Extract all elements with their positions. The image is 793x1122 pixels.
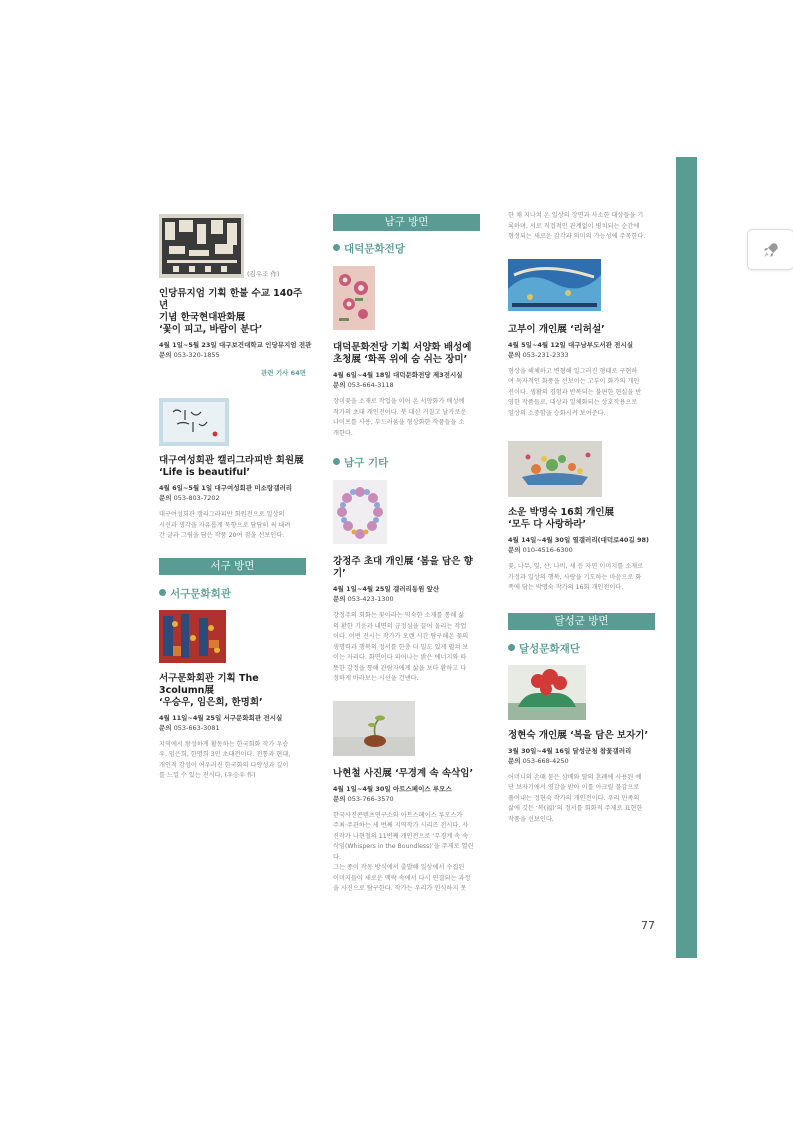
event-date: 4월 11일~4월 25일 서구문화회관 전시실 [159, 713, 283, 722]
event-contact: 문의 053-664-3118 [333, 381, 394, 389]
event-title: 소운 박명숙 16회 개인展 ‘모두 다 사랑하라’ [508, 507, 615, 530]
bullet-dot-icon [333, 244, 340, 251]
venue-heading: 대덕문화전당 [333, 241, 480, 256]
photo-sprout-image [333, 701, 415, 756]
event-date: 4월 6일~4월 18일 대덕문화전당 제3전시실 [333, 371, 463, 379]
share-button[interactable] [747, 229, 793, 270]
rose-painting-image [333, 266, 375, 330]
event-title: 나현철 사진展 ‘무경계 속 속삭임’ [333, 767, 474, 779]
abstract-blue-painting-image [508, 259, 601, 311]
event-contact: 문의 053-231-2333 [508, 350, 569, 359]
continued-description: 한 채 지나쳐 온 일상의 장면과 사소한 대상들을 기 록하며, 서로 직접적인 관계없이 병치되는 순간에 형성되는 새로운 감각과 의미의 가능성에 주목한다. [508, 212, 646, 240]
event-title: 정현숙 개인展 ‘복을 담은 보자기’ [508, 729, 649, 741]
event-date: 4월 1일~4월 30일 아트스페이스 루모스 [333, 784, 452, 793]
bojagi-painting-image [508, 665, 586, 720]
event-contact: 문의 053-668-4250 [508, 756, 569, 765]
event-description: 대구여성회관 캘리그라피반 회원전으로 일상의 시선과 생각을 자유롭게 묵향으로 담담히 써 내려 간 글과 그림을 담은 작품 20여 점을 선보인다. [159, 511, 291, 539]
venue-heading: 달성문화재단 [508, 641, 655, 656]
venue-heading: 서구문화회관 [159, 586, 306, 601]
page-edge-band [676, 157, 697, 958]
event-date: 4월 1일~5월 23일 대구보건대학교 인당뮤지엄 전관 [159, 341, 312, 349]
event-contact: 문의 010-4516-6300 [508, 546, 573, 554]
event-description: 강정주의 회화는 꽃이라는 익숙한 소재를 통해 삶 의 환한 기운과 내면의 긍정심을 끌어 올리는 작업 이다. 이번 전시는 작가가 오랜 시간 탐구해온 꽃의 생명력과 행복의 정서를 한층 더 밀도 있게 펼쳐 보 이는 자리다. 화면이다 피어나는 밝은 에너지와 따 뜻한 감정을 통해 관람자에게 삶을 보다 환하고 다 정하게 바라보는 시선을 건넨다. [333, 612, 469, 682]
venue-heading: 남구 기타 [333, 455, 480, 470]
section-header-dalseong: 달성군 방면 [508, 613, 655, 630]
event-title: 대덕문화전당 기획 서양화 배성예 초청展 ‘화폭 위에 숨 쉬는 장미’ [333, 342, 472, 365]
bullet-dot-icon [333, 458, 340, 465]
event-date: 4월 14일~4월 30일 열갤러리(대덕로40길 98) [508, 536, 650, 544]
event-date: 4월 6일~5월 1일 대구여성회관 미소랑갤러리 [159, 484, 293, 492]
related-article-link[interactable]: 관련 기사 64면 [261, 369, 306, 377]
event-contact: 문의 053-320-1855 [159, 351, 220, 359]
bullet-dot-icon [159, 589, 166, 596]
event-description: 형상을 해체하고 변형해 일그러진 형태로 구현하 여 독자적인 화풍을 선보이는 고부이 화가의 개인 전이다. 생활의 경험과 반복되는 불편한 현실을 반 영한 작품들로, 대상과 일체화되는 상호작용으로 일상의 소중함을 승화시켜 보여준다. [508, 367, 642, 417]
painting-image [159, 610, 226, 663]
rocket-share-icon [762, 241, 780, 259]
image-credit: (김우조 作) [247, 270, 280, 278]
event-date: 3월 30일~4월 16일 달성군청 참꽃갤러리 [508, 746, 632, 755]
event-description: 꽃, 나무, 잎, 산, 나비, 새 등 자연 이미지를 소재로 가정과 일상의 행복, 사랑을 기도하는 마음으로 화 폭에 담는 박명숙 작가의 16회 개인전이다. [508, 563, 644, 591]
page-number: 77 [641, 919, 655, 932]
event-title: 고부이 개인展 ‘리허설’ [508, 323, 605, 335]
section-header-namgu: 남구 방면 [333, 214, 480, 231]
event-contact: 문의 053-663-3081 [159, 723, 220, 732]
event-title: 인당뮤지엄 기획 한불 수교 140주년 기념 한국현대판화展 ‘꽃이 피고, 바람이 분다’ [159, 288, 303, 335]
column-middle [333, 214, 480, 895]
event-date: 4월 1일~4월 25일 갤러리동원 앞산 [333, 585, 440, 593]
event-title: 서구문화회관 기획 The 3column展 ‘우승우, 임은희, 한명희’ [159, 672, 263, 708]
event-title: 강정주 초대 개인展 ‘봄을 담은 향기’ [333, 556, 473, 579]
flower-wreath-image [333, 480, 387, 544]
event-contact: 문의 053-803-7202 [159, 494, 220, 502]
event-contact: 문의 053-766-3570 [333, 794, 394, 803]
woodblock-print-image [159, 214, 244, 278]
column-right [508, 214, 655, 825]
event-description: 장미꽃을 소재로 작업을 이어 온 서양화가 배성예 작가의 초대 개인전이다. 붓 대신 거칠고 날카로운 나이프를 사용, 부드러움을 형상화한 작품들을 소 개한다. [333, 398, 467, 437]
column-left [159, 214, 312, 782]
event-description: 어머니의 손때 묻은 삼베와 딸의 혼례에 사용된 예 단 보자기에서 영감을 받아 이를 아크릴 물감으로 풀어내는 정현숙 작가의 개인전이다. 우리 민족의 삶에 깃든 ‘복(福)’의 정서를 회화적 주제로 표현한 작품을 선보인다. [508, 773, 643, 823]
event-contact: 문의 053-423-1300 [333, 595, 394, 603]
event-description: 한국사진콘텐츠연구소와 아트스페이스 루모스가 주최·주관하는 세 번째 지역작가 시리즈 전시다. 사 진작가 나현철의 11번째 개인전으로 ‘무경계 속 속 삭임(Whispers in the Boundless)’을 주제로 열린다. 그는 종이 작동 방식에서 출발해 일상에서 수집된 이미지들이 새로운 맥락 속에서 다시 연결되는 과정 을 사진으로 탐구한다. 작가는 우리가 인식하지 못 [333, 811, 474, 892]
folk-painting-image [508, 441, 602, 497]
bullet-dot-icon [508, 644, 515, 651]
event-description: 지역에서 왕성하게 활동하는 한국회화 작가 우승 우, 임은희, 한명희 3인 초대전이다. 전통과 현대, 개인적 감성이 어우러진 한국화의 다양성과 깊이 를 느낄 수 있는 전시다. (우승우 作) [159, 740, 291, 779]
calligraphy-image [159, 398, 229, 446]
event-date: 4월 5일~4월 12일 대구남부도서관 전시실 [508, 340, 634, 349]
section-header-seogu: 서구 방면 [159, 558, 306, 575]
event-title: 대구여성회관 캘리그라피반 회원展 ‘Life is beautiful’ [159, 455, 304, 478]
